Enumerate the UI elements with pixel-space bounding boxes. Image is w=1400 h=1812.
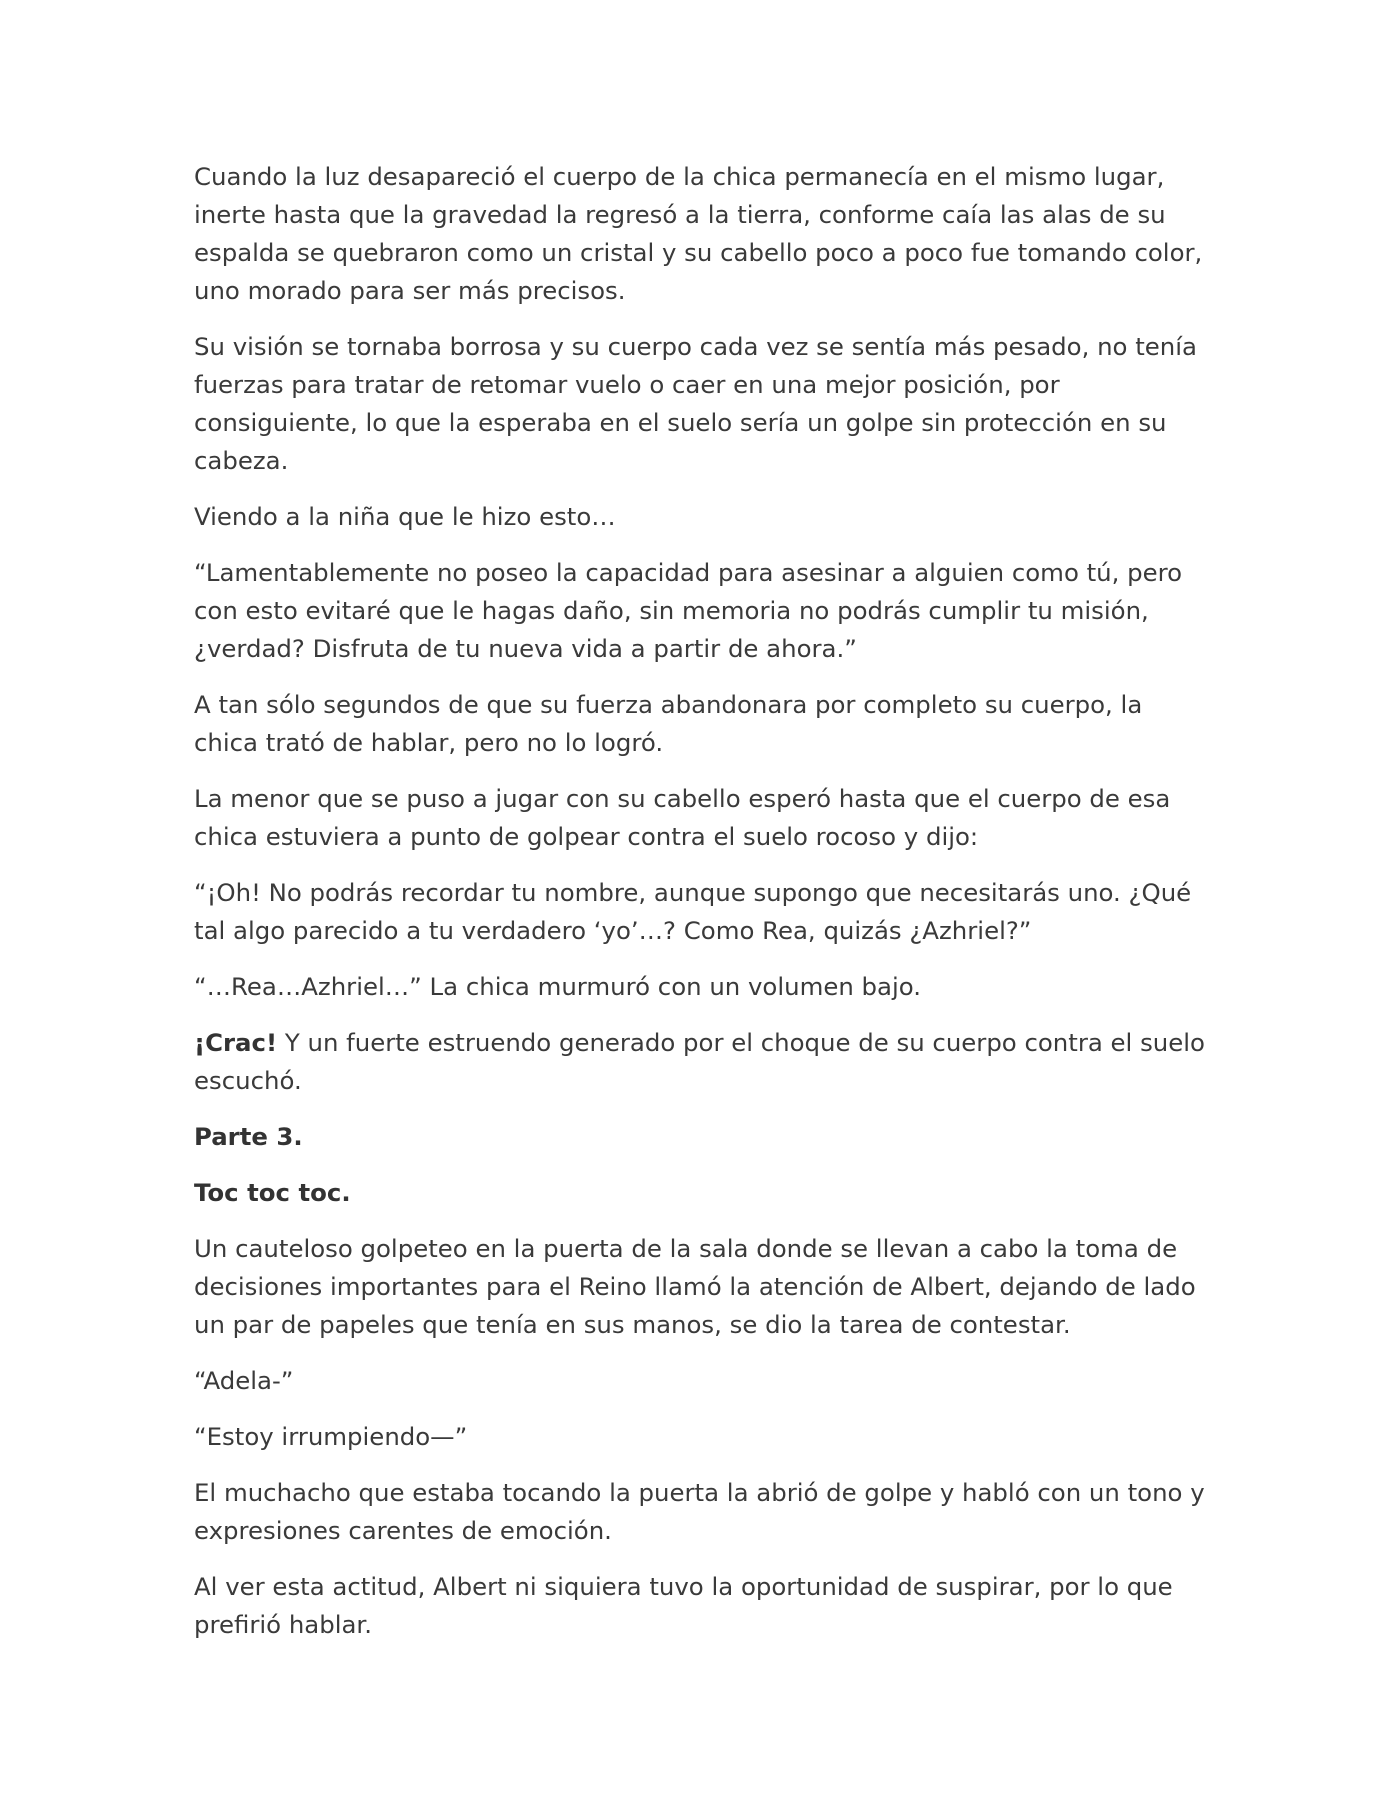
knock-heading: Toc toc toc. (194, 1178, 351, 1207)
paragraph: Viendo a la niña que le hizo esto… (194, 502, 616, 531)
paragraph: A tan sólo segundos de que su fuerza abandonara por completo su cuerpo, la chica trató de hablar, pero no lo logró. (194, 690, 1143, 757)
paragraph: “Adela-” (194, 1366, 294, 1395)
paragraph: Su visión se tornaba borrosa y su cuerpo cada vez se sentía más pesado, no tenía fuerzas para tratar de retomar vuelo o caer en una mejor posición, por consiguiente, lo que la esperaba en el suelo sería un golpe sin protección en su cabeza. (194, 332, 1197, 475)
document-page (194, 158, 1214, 1662)
paragraph: El muchacho que estaba tocando la puerta la abrió de golpe y habló con un tono y expresiones carentes de emoción. (194, 1478, 1205, 1545)
paragraph: Al ver esta actitud, Albert ni siquiera tuvo la oportunidad de suspirar, por lo que prefirió hablar. (194, 1572, 1173, 1639)
paragraph-crac (194, 1024, 1214, 1100)
sound-effect-crac: ¡Crac! (194, 1028, 278, 1057)
paragraph: “¡Oh! No podrás recordar tu nombre, aunque supongo que necesitarás uno. ¿Qué tal algo parecido a tu verdadero ‘yo’…? Como Rea, quizás ¿Azhriel?” (194, 878, 1192, 945)
paragraph: “Estoy irrumpiendo—” (194, 1422, 468, 1451)
paragraph: La menor que se puso a jugar con su cabello esperó hasta que el cuerpo de esa chica estuviera a punto de golpear contra el suelo rocoso y dijo: (194, 784, 1171, 851)
paragraph: Un cauteloso golpeteo en la puerta de la sala donde se llevan a cabo la toma de decisiones importantes para el Reino llamó la atención de Albert, dejando de lado un par de papeles que tenía en sus manos, se dio la tarea de contestar. (194, 1234, 1196, 1339)
paragraph: “Lamentablemente no poseo la capacidad para asesinar a alguien como tú, pero con esto evitaré que le hagas daño, sin memoria no podrás cumplir tu misión, ¿verdad? Disfruta de tu nueva vida a partir de ahora.” (194, 558, 1183, 663)
part-heading: Parte 3. (194, 1122, 303, 1151)
paragraph: “…Rea…Azhriel…” La chica murmuró con un volumen bajo. (194, 972, 922, 1001)
paragraph: Cuando la luz desapareció el cuerpo de la chica permanecía en el mismo lugar, inerte hasta que la gravedad la regresó a la tierra, conforme caía las alas de su espalda se quebraron como un cristal y su cabello poco a poco fue tomando color, uno morado para ser más precisos. (194, 162, 1203, 305)
paragraph-crac-rest: Y un fuerte estruendo generado por el choque de su cuerpo contra el suelo escuchó. (194, 1028, 1205, 1095)
